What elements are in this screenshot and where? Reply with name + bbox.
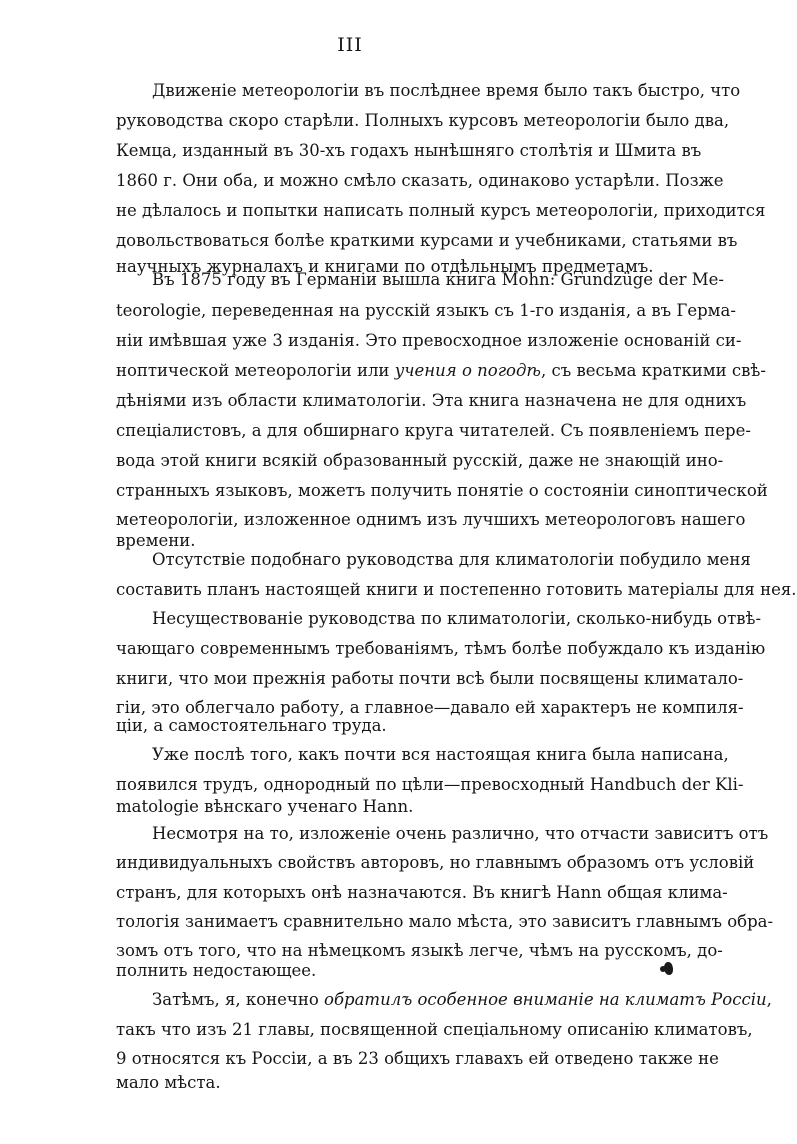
text-line: дѣніями изъ области климатологіи. Эта книга назначена не для однихъ [116,391,747,410]
text-line: метеорологіи, изложенное однимъ изъ лучшихъ метеорологовъ нашего [116,510,746,529]
text-line: Движеніе метеорологіи въ послѣднее время было такъ быстро, что [152,81,741,100]
text-line: появился трудъ, однородный по цѣли—превосходный Handbuch der Kli- [116,775,744,794]
text-line: времени. [116,531,196,550]
text-line: странныхъ языковъ, можетъ получить понятіе о состояніи синоптической [116,481,768,500]
text-line: 1860 г. Они оба, и можно смѣло сказать, одинаково устарѣли. Позже [116,171,724,190]
text-line [116,356,766,386]
text-line: странъ, для которыхъ онѣ назначаются. Въ книгѣ Hann общая клима- [116,883,728,902]
text-line: ніи имѣвшая уже 3 изданія. Это превосходное изложеніе основаній си- [116,331,742,350]
text-line: Несуществованіе руководства по климатологіи, сколько-нибудь отвѣ- [152,609,762,628]
text-line: 9 относятся къ Россіи, а въ 23 общихъ главахъ ей отведено также не [116,1049,719,1068]
text-line: руководства скоро старѣли. Полныхъ курсовъ метеорологіи было два, [116,111,730,130]
text-line: matologie вѣнскаго ученаго Hann. [116,797,414,816]
text-line: мало мѣста. [116,1073,221,1092]
text-line [152,985,772,1015]
text-line: такъ что изъ 21 главы, посвященной спеціальному описанію климатовъ, [116,1020,753,1039]
text-line: teorologie, переведенная на русскій языкъ съ 1-го изданія, а въ Герма- [116,301,736,320]
italic-phrase: обратилъ особенное вниманіе на климатъ Россіи [324,990,767,1009]
text-line: чающаго современнымъ требованіямъ, тѣмъ болѣе побуждало къ изданію [116,639,766,658]
text-line: спеціалистовъ, а для обширнаго круга читателей. Съ появленіемъ пере- [116,421,751,440]
text-line: зомъ отъ того, что на нѣмецкомъ языкѣ легче, чѣмъ на русскомъ, до- [116,941,723,960]
page-number: III [337,34,363,56]
text-line: тологія занимаетъ сравнительно мало мѣста, это зависитъ главнымъ обра- [116,912,774,931]
text-line: полнить недостающее. [116,961,317,980]
text-line: гіи, это облегчало работу, а главное—давало ей характеръ не компиля- [116,698,744,717]
text-line: индивидуальныхъ свойствъ авторовъ, но главнымъ образомъ отъ условій [116,853,755,872]
text-line: Въ 1875 году въ Германіи вышла книга Mohn: Grundzüge der Me- [152,270,724,289]
text-segment: , съ весьма краткими свѣ- [540,361,766,380]
ink-blot [660,966,666,972]
text-segment: Затѣмъ, я, конечно [152,990,319,1009]
text-line: довольствоваться болѣе краткими курсами и учебниками, статьями въ [116,231,738,250]
text-line: Кемца, изданный въ 30-хъ годахъ нынѣшняго столѣтія и Шмита въ [116,141,702,160]
text-line: ціи, а самостоятельнаго труда. [116,716,387,735]
text-segment: , [766,990,772,1009]
text-line: Несмотря на то, изложеніе очень различно, что отчасти зависитъ отъ [152,824,769,843]
text-line: не дѣлалось и попытки написать полный курсъ метеорологіи, приходится [116,201,766,220]
text-line: вода этой книги всякій образованный русскій, даже не знающій ино- [116,451,724,470]
text-line: Отсутствіе подобнаго руководства для климатологіи побудило меня [152,550,751,569]
text-line: научныхъ журналахъ и книгами по отдѣльнымъ предметамъ. [116,257,654,276]
text-line: Уже послѣ того, какъ почти вся настоящая книга была написана, [152,745,729,764]
text-segment: ноптической метеорологіи или [116,361,390,380]
italic-phrase: учения о погодѣ [394,361,541,380]
text-line: книги, что мои прежнія работы почти всѣ были посвящены климатало- [116,669,744,688]
text-line: составить планъ настоящей книги и постепенно готовить матеріалы для нея. [116,580,797,599]
